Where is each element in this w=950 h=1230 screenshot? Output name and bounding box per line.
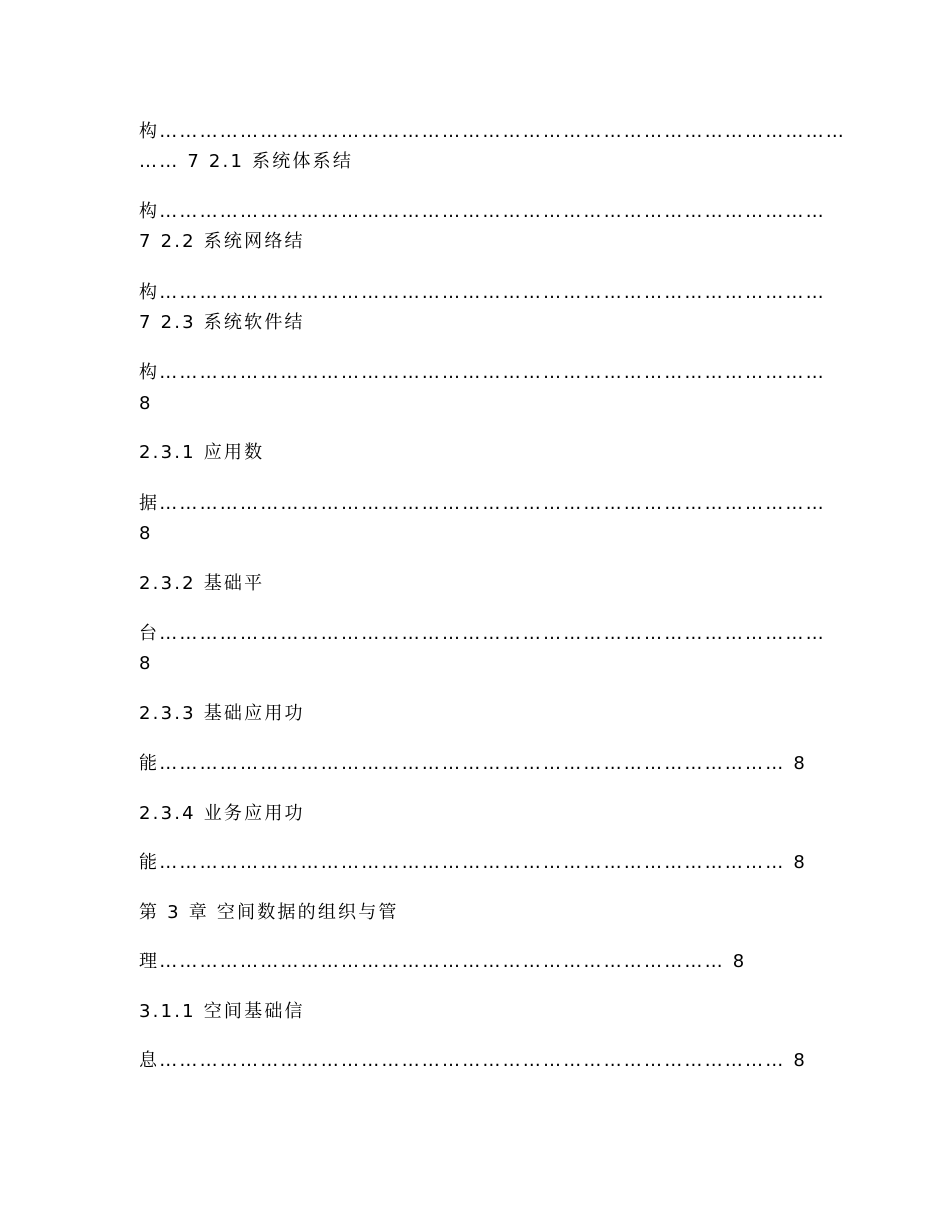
toc-line: 理………………………………………………………………………… 8 xyxy=(139,951,747,972)
toc-line: 台……………………………………………………………………………………… xyxy=(139,623,826,644)
toc-line: 第 3 章 空间数据的组织与管 xyxy=(139,902,399,923)
toc-line: 息………………………………………………………………………………… 8 xyxy=(139,1050,807,1071)
toc-line: 构………………………………………………………………………………………… xyxy=(139,121,846,142)
toc-line: 构……………………………………………………………………………………… xyxy=(139,362,826,383)
toc-line: 7 2.3 系统软件结 xyxy=(139,312,305,333)
toc-line: 2.3.3 基础应用功 xyxy=(139,703,305,724)
toc-line: 据……………………………………………………………………………………… xyxy=(139,493,826,514)
toc-line: …… 7 2.1 系统体系结 xyxy=(139,151,354,172)
toc-line: 构……………………………………………………………………………………… xyxy=(139,282,826,303)
toc-line: 构……………………………………………………………………………………… xyxy=(139,201,826,222)
toc-line: 2.3.4 业务应用功 xyxy=(139,803,305,824)
toc-line: 2.3.1 应用数 xyxy=(139,442,265,463)
toc-line: 能………………………………………………………………………………… 8 xyxy=(139,753,807,774)
toc-line: 3.1.1 空间基础信 xyxy=(139,1001,305,1022)
toc-line: 8 xyxy=(139,393,153,414)
toc-line: 7 2.2 系统网络结 xyxy=(139,231,305,252)
toc-line: 能………………………………………………………………………………… 8 xyxy=(139,852,807,873)
toc-line: 8 xyxy=(139,653,153,674)
toc-line: 2.3.2 基础平 xyxy=(139,573,265,594)
toc-line: 8 xyxy=(139,523,153,544)
